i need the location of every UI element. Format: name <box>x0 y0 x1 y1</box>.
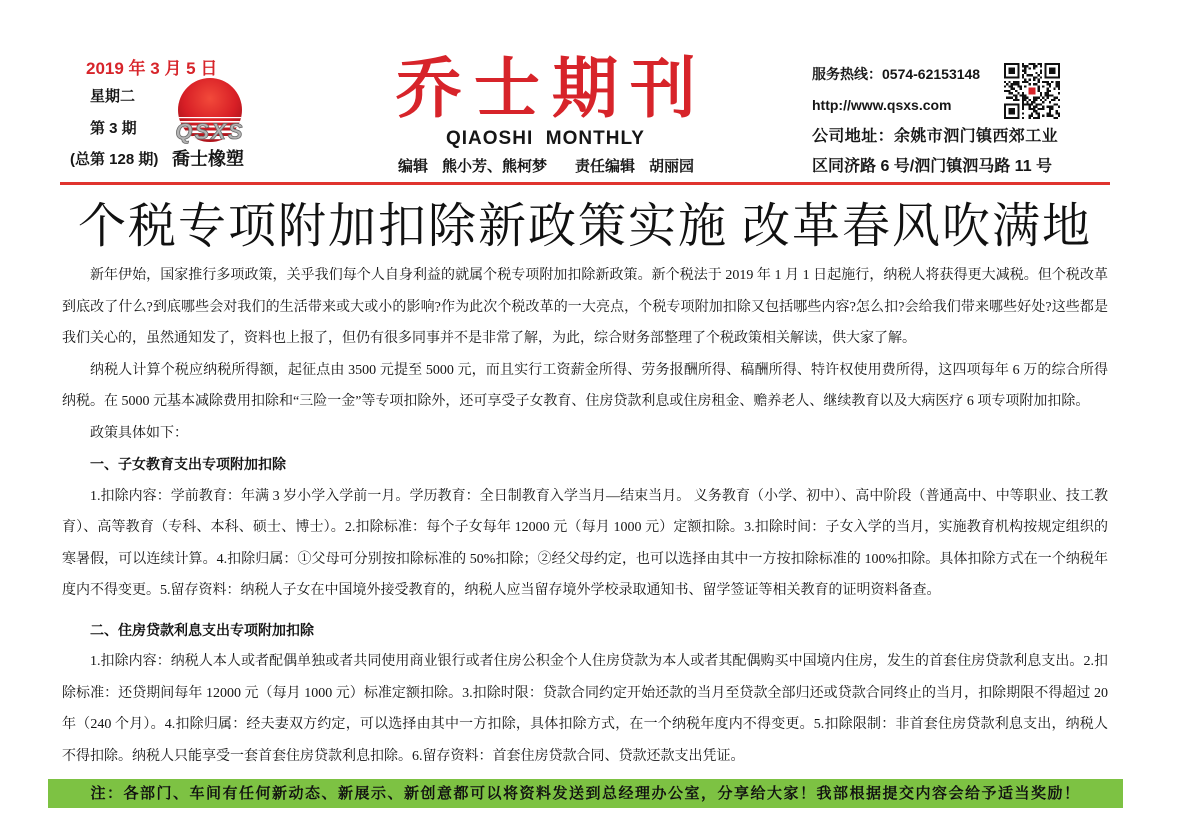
issue-number: 第 3 期 <box>90 120 137 137</box>
company-logo <box>165 77 255 147</box>
masthead-subtitle: QIAOSHI MONTHLY <box>446 128 645 149</box>
policy-section <box>62 615 1108 773</box>
service-hotline <box>812 65 980 83</box>
company-address-line1: 公司地址：余姚市泗门镇西郊工业 <box>812 128 1059 145</box>
issue-date: 2019 年 3 月 5 日 <box>86 59 218 78</box>
hotline-number: 0574-62153148 <box>882 66 981 82</box>
article-paragraph: 政策具体如下： <box>90 425 188 441</box>
logo-caption: 喬士橡塑 <box>172 149 244 169</box>
chief-editor-label: 责任编辑 <box>575 158 636 175</box>
article-paragraph: 纳税人计算个税应纳税所得额，起征点由 3500 元提至 5000 元，而且实行工资薪金所得、劳务报酬所得、稿酬所得、特许权使用费所得，这四项每年 6 万的综合所得纳税。在 5000 元基本减除费用扣除和“三险一金”等专项扣除外，还可享受子女教育、住房贷款利息或住房租金、赡养老人、继续教育以及大病医疗 6 项专项附加扣除。 <box>62 362 1108 409</box>
article-headline: 个税专项附加扣除新政策实施 改革春风吹满地 <box>77 200 1092 253</box>
section-paragraph: 1.扣除内容：学前教育：年满 3 岁小学入学前一月。学历教育：全日制教育入学当月—结束当月。 义务教育（小学、初中）、高中阶段（普通高中、中等职业、技工教育）、高等教育（专科、本科、硕士、博士）。2.扣除标准：每个子女每年 12000 元（每月 1000 元）定额扣除。3.扣除时间：子女入学的当月，实施教育机构按规定组织的寒暑假，可以连续计算。4.扣除归属：①父母可分别按扣除标准的 50%扣除；②经父母约定，也可以选择由其中一方按扣除标准的 100%扣除。具体扣除方式在一个纳税年度内不得变更。5.留存资料：纳税人子女在中国境外接受教育的，纳税人应当留存境外学校录取通知书、留学签证等相关教育的证明资料备查。 <box>62 488 1108 598</box>
editor-label: 编辑 <box>398 158 429 175</box>
hotline-label: 服务热线： <box>812 66 882 82</box>
weekday: 星期二 <box>90 88 136 105</box>
section-heading: 二、住房贷款利息支出专项附加扣除 <box>90 621 314 638</box>
section-heading: 一、子女教育支出专项附加扣除 <box>90 456 286 472</box>
section-paragraph: 1.扣除内容：纳税人本人或者配偶单独或者共同使用商业银行或者住房公积金个人住房贷款为本人或者其配偶购买中国境内住房，发生的首套住房贷款利息支出。2.扣除标准：还贷期间每年 12000 元（每月 1000 元）标准定额扣除。3.扣除时限：贷款合同约定开始还款的当月至贷款全部归还或贷款合同终止的当月，扣除期限不得超过 20 年（240 个月）。4.扣除归属：经夫妻双方约定，可以选择由其中一方扣除，具体扣除方式，在一个纳税年度内不得变更。5.扣除限制：非首套住房贷款利息支出，纳税人不得扣除。纳税人只能享受一套首套住房贷款利息扣除。6.留存资料：首套住房贷款合同、贷款还款支出凭证。 <box>62 654 1108 764</box>
footer-notice-text: 注：各部门、车间有任何新动态、新展示、新创意都可以将资料发送到总经理办公室，分享给大家！我部根据提交内容会给予适当奖励！ <box>90 785 1081 802</box>
website-link[interactable]: http://www.qsxs.com <box>812 97 952 113</box>
qr-code[interactable] <box>1004 63 1060 119</box>
editor-credits <box>398 158 694 176</box>
chief-editor-name: 胡丽园 <box>649 158 695 175</box>
header-divider <box>60 182 1110 185</box>
article-body <box>62 260 1108 772</box>
company-address-line2: 区同济路 6 号/泗门镇泗马路 11 号 <box>812 158 1053 175</box>
logo-text: QSXS <box>175 119 245 144</box>
editor-names: 熊小芳、熊柯梦 <box>442 158 548 175</box>
qr-center-logo-icon <box>1029 88 1036 95</box>
article-paragraph: 新年伊始，国家推行多项政策，关乎我们每个人自身利益的就属个税专项附加扣除新政策。新个税法于 2019 年 1 月 1 日起施行，纳税人将获得更大减税。但个税改革到底改了什么?到底哪些会对我们的生活带来或大或小的影响?作为此次个税改革的一大亮点，个税专项附加扣除又包括哪些内容?怎么扣?会给我们带来哪些好处?这些都是我们关心的，虽然通知发了，资料也上报了，但仍有很多同事并不是非常了解，为此，综合财务部整理了个税政策相关解读，供大家了解。 <box>62 268 1108 346</box>
footer-notice-bar <box>48 779 1123 808</box>
masthead-title: 乔士期刊 <box>396 49 708 127</box>
policy-section <box>62 449 1108 607</box>
total-issue-number: (总第 128 期) <box>70 151 159 168</box>
